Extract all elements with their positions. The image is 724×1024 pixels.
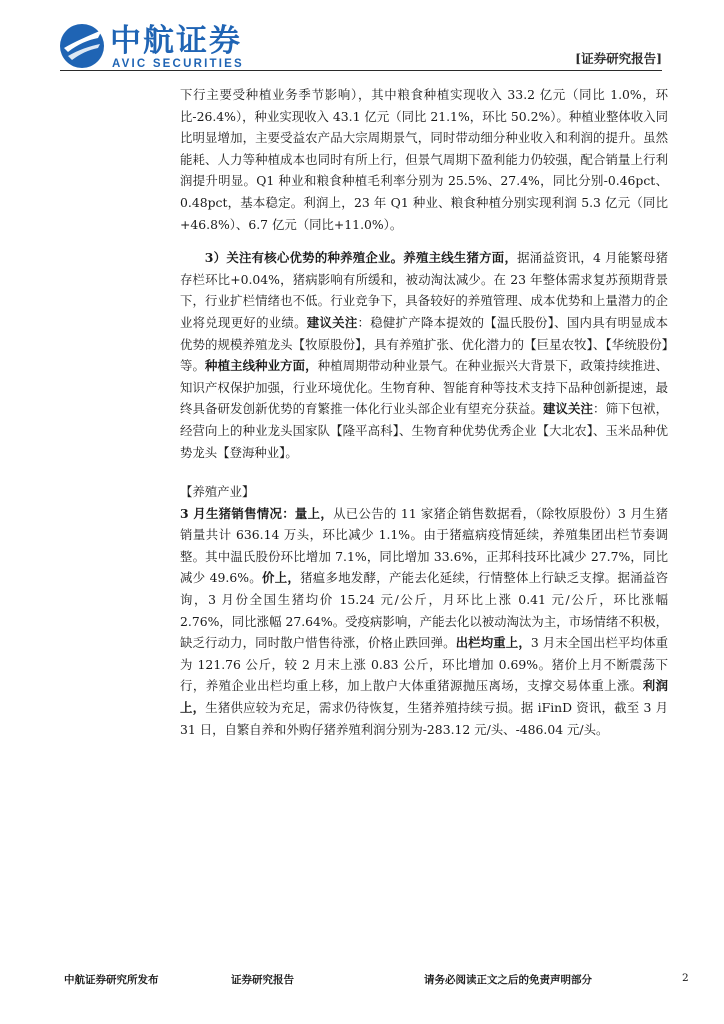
- paragraph-text: 从已公告的 11 家猪企销售数据看，（除牧原股份）3 月生猪销量共计 636.14 万头，环比减少 1.1%。由于猪瘟病疫情延续，养殖集团出栏节奏调整。其中温氏股份环比增加 7.1%，同比增加 33.6%，正邦科技环比减少 27.7%，同比减少 49.6%。: [180, 505, 668, 586]
- section-title-livestock: 【养殖产业】: [180, 484, 255, 500]
- paragraph-planting-revenue: 下行主要受种植业务季节影响），其中粮食种植实现收入 33.2 亿元（同比 1.0%，环比-26.4%），种业实现收入 43.1 亿元（同比 21.1%，环比 50.2%）。种植业整体收入同比明显增加，主要受益农产品大宗周期景气，同时带动细分种业收入和利润的提升。虽然能耗、人力等种植成本也同时有所上行，但景气周期下盈利能力仍较强，配合销量上行利润提升明显。Q1 种业和粮食种植毛利率分别为 25.5%、27.4%，同比分别-0.46pct、0.48pct，基本稳定。利润上，23 年 Q1 种业、粮食种植分别实现利润 5.3 亿元（同比+46.8%）、6.7 亿元（同比+11.0%）。: [180, 87, 668, 232]
- bold-price: 价上，: [262, 570, 301, 586]
- bold-recommend: 建议关注: [306, 314, 358, 330]
- page-header: [0, 0, 724, 80]
- bold-lead: 3 月生猪销售情况：量上，: [180, 505, 334, 521]
- spacer: [180, 463, 668, 481]
- bold-recommend: 建议关注: [542, 401, 594, 417]
- paragraph-text: ：筛下包袱，经营向上的种业龙头国家队【隆平高科】、生物育种优势优秀企业【大北农】、玉米品种优势龙头【登海种业】。: [180, 401, 669, 460]
- header-divider: [60, 70, 662, 71]
- brand-name-cn: 中航证券: [110, 23, 242, 59]
- report-type-tag: [证券研究报告]: [575, 51, 662, 66]
- brand-name-en: AVIC SECURITIES: [112, 58, 244, 70]
- footer-publisher: 中航证券研究所发布: [64, 974, 159, 986]
- paragraph-text: 猪瘟多地发酵，产能去化延续，行情整体上行缺乏支撑。据涌益咨询，3 月份全国生猪均价 15.24 元/公斤，月环比上涨 0.41 元/公斤，环比涨幅 2.76%，同比涨幅 27.64%。受疫病影响，产能去化以被动淘汰为主，市场情绪不积极，缺乏行动力，同时散户惜售待涨，价格止跌回弹。: [180, 570, 669, 651]
- paragraph-core-advantage: [180, 247, 668, 463]
- page-number: 2: [682, 972, 689, 984]
- avic-logo-icon: [58, 22, 106, 70]
- footer-doc-type: 证券研究报告: [231, 974, 294, 986]
- paragraph-hog-sales: [180, 503, 668, 741]
- paragraph-text: 种植周期带动种业景气。在种业振兴大背景下，政策持续推进、知识产权保护加强，行业环境优化。生物育种、智能育种等技术支持下品种创新提速，最终具备研发创新优势的育繁推一体化行业头部企业有望充分获益。: [180, 358, 669, 417]
- paragraph-text: 3 月末全国出栏平均体重为 121.76 公斤，较 2 月末上涨 0.83 公斤，环比增加 0.69%。猪价上月不断震荡下行，养殖企业出栏均重上移，加上散户大体重猪源抛压离场，支撑交易体重上涨。: [180, 635, 669, 694]
- bold-lead: 3）关注有核心优势的种养殖企业。养殖主线生猪方面，: [204, 250, 518, 266]
- report-body: [180, 84, 668, 740]
- paragraph-text: 生猪供应较为充足，需求仍待恢复，生猪养殖持续亏损。据 iFinD 资讯，截至 3 月 31 日，自繁自养和外购仔猪养殖利润分别为-283.12 元/头、-486.04 元/头。: [180, 700, 668, 737]
- paragraph-text: ：稳健扩产降本提效的【温氏股份】、国内具有明显成本优势的规模养殖龙头【牧原股份】，具有养殖扩张、优化潜力的【巨星农牧】、【华统股份】等。: [180, 314, 668, 374]
- bold-weight: 出栏均重上，: [455, 635, 531, 651]
- bold-profit: 利润上，: [180, 678, 669, 716]
- paragraph-text: 据涌益资讯，4 月能繁母猪存栏环比+0.04%，猪病影响有所缓和，被动淘汰减少。在 23 年整体需求复苏预期背景下，行业扩栏情绪也不低。行业竞争下，具备较好的养殖管理、成本优势和上量潜力的企业将兑现更好的业绩。: [180, 250, 669, 330]
- bold-seed-line: 种植主线种业方面，: [205, 358, 318, 374]
- footer-disclaimer: 请务必阅读正文之后的免责声明部分: [424, 974, 592, 986]
- spacer: [180, 235, 668, 247]
